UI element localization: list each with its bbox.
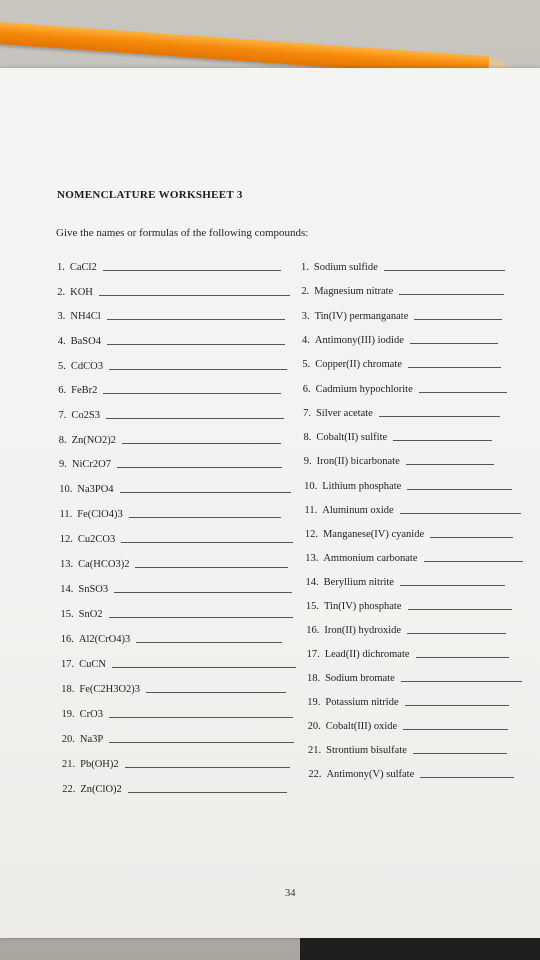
compound-name: Strontium bisulfate — [326, 744, 407, 756]
chemical-formula: Fe(ClO4)3 — [77, 508, 123, 520]
answer-blank[interactable] — [109, 616, 293, 618]
question-number: 12. — [304, 528, 318, 540]
name-question-6 — [303, 384, 507, 395]
question-number: 13. — [60, 558, 74, 570]
answer-blank[interactable] — [117, 466, 282, 468]
formula-question-17 — [61, 659, 296, 670]
formula-question-18 — [61, 684, 285, 695]
compound-name: Tin(IV) phosphate — [324, 600, 402, 612]
name-question-17 — [307, 649, 510, 660]
answer-blank[interactable] — [135, 566, 287, 568]
chemical-formula: Na3P — [79, 733, 104, 745]
chemical-formula: CaCl2 — [69, 262, 97, 273]
page-number: 34 — [285, 888, 296, 899]
answer-blank[interactable] — [122, 442, 281, 444]
question-number: 8. — [303, 432, 312, 444]
name-question-13 — [305, 553, 523, 564]
question-number: 22. — [308, 768, 322, 780]
answer-blank[interactable] — [99, 294, 290, 296]
question-number: 8. — [58, 434, 67, 446]
compound-name: Copper(II) chromate — [315, 359, 402, 371]
formula-question-5 — [58, 361, 287, 372]
formula-question-16 — [61, 634, 282, 645]
question-number: 11. — [304, 504, 318, 516]
answer-blank[interactable] — [414, 318, 502, 320]
question-number: 21. — [308, 744, 322, 756]
answer-blank[interactable] — [406, 463, 494, 465]
question-number: 1. — [301, 262, 309, 273]
question-number: 9. — [59, 459, 67, 471]
chemical-formula: Al2(CrO4)3 — [78, 633, 131, 645]
chemical-formula: CuCN — [79, 658, 106, 670]
question-number: 1. — [57, 262, 65, 273]
question-number: 20. — [61, 733, 75, 745]
compound-name: Aluminum oxide — [322, 504, 394, 516]
answer-blank[interactable] — [109, 741, 293, 743]
answer-blank[interactable] — [112, 666, 296, 668]
question-number: 2. — [301, 286, 310, 298]
question-number: 9. — [303, 456, 312, 468]
name-question-7 — [303, 408, 500, 419]
formula-question-10 — [59, 484, 291, 495]
formula-question-9 — [59, 459, 282, 470]
question-number: 6. — [302, 383, 311, 395]
name-question-4 — [302, 335, 498, 346]
answer-blank[interactable] — [379, 415, 501, 417]
answer-blank[interactable] — [399, 293, 504, 295]
answer-blank[interactable] — [419, 391, 507, 393]
answer-blank[interactable] — [408, 366, 502, 368]
chemical-formula: SnSO3 — [78, 583, 109, 595]
name-question-18 — [307, 673, 522, 684]
chemical-formula: Zn(NO2)2 — [71, 434, 116, 446]
name-question-14 — [306, 577, 505, 588]
question-number: 17. — [61, 658, 75, 670]
answer-blank[interactable] — [107, 318, 285, 320]
question-number: 16. — [60, 633, 74, 645]
question-number: 4. — [57, 335, 66, 347]
answer-blank[interactable] — [128, 791, 287, 793]
answer-blank[interactable] — [408, 608, 513, 610]
answer-blank[interactable] — [430, 536, 512, 538]
answer-blank[interactable] — [407, 488, 512, 490]
compound-name: Tin(IV) permanganate — [314, 310, 409, 322]
name-question-8 — [303, 432, 492, 443]
name-question-9 — [304, 456, 494, 467]
chemical-formula: KOH — [70, 286, 93, 298]
question-number: 10. — [304, 480, 318, 492]
chemical-formula: NH4Cl — [70, 311, 101, 323]
question-number: 12. — [59, 533, 73, 545]
question-number: 3. — [301, 310, 310, 322]
question-number: 14. — [60, 583, 74, 595]
name-question-15 — [306, 601, 512, 612]
compound-name: Lead(II) dichromate — [324, 648, 410, 660]
chemical-formula: NiCr2O7 — [71, 459, 111, 471]
question-number: 13. — [305, 552, 319, 564]
question-number: 21. — [62, 759, 76, 770]
formula-question-19 — [62, 709, 294, 720]
name-question-2 — [301, 286, 504, 297]
answer-blank[interactable] — [129, 516, 281, 518]
answer-blank[interactable] — [420, 776, 514, 778]
formula-question-11 — [60, 509, 282, 520]
question-number: 5. — [58, 360, 66, 372]
compound-name: Potassium nitride — [325, 696, 399, 708]
chemical-formula: Co2S3 — [71, 409, 100, 421]
answer-blank[interactable] — [106, 417, 284, 419]
name-question-12 — [305, 529, 513, 540]
chemical-formula: Zn(ClO)2 — [80, 784, 122, 796]
answer-blank[interactable] — [410, 342, 498, 344]
answer-blank[interactable] — [405, 704, 510, 706]
formula-question-1 — [57, 262, 281, 273]
answer-blank[interactable] — [424, 560, 523, 562]
answer-blank[interactable] — [103, 392, 281, 394]
answer-blank[interactable] — [401, 680, 523, 682]
compound-name: Beryllium nitrite — [323, 576, 394, 588]
name-question-11 — [305, 505, 522, 516]
formula-question-22 — [62, 784, 286, 795]
formula-question-20 — [62, 734, 294, 745]
answer-blank[interactable] — [400, 584, 505, 586]
answer-blank[interactable] — [125, 766, 290, 768]
formula-question-4 — [58, 336, 285, 347]
name-question-10 — [304, 481, 512, 492]
answer-blank[interactable] — [121, 541, 293, 543]
answer-blank[interactable] — [384, 269, 506, 271]
question-number: 22. — [62, 784, 76, 796]
name-question-5 — [302, 359, 501, 370]
question-number: 6. — [58, 385, 67, 397]
answer-blank[interactable] — [114, 591, 292, 593]
question-number: 15. — [60, 608, 74, 620]
answer-blank[interactable] — [109, 716, 293, 718]
compound-name: Lithium phosphate — [322, 480, 402, 492]
compound-name: Ammonium carbonate — [323, 552, 418, 564]
question-number: 3. — [57, 311, 66, 323]
question-number: 15. — [305, 600, 320, 612]
name-question-22 — [308, 769, 514, 780]
question-number: 19. — [61, 708, 75, 720]
formula-question-3 — [58, 311, 285, 322]
name-question-3 — [302, 311, 503, 322]
compound-name: Manganese(IV) cyanide — [322, 528, 425, 540]
question-number: 2. — [57, 286, 66, 298]
name-question-1 — [301, 262, 505, 273]
answer-blank[interactable] — [413, 752, 507, 754]
name-question-16 — [306, 625, 506, 636]
compound-name: Cobalt(II) sulfite — [316, 432, 388, 444]
chemical-formula: Pb(OH)2 — [80, 759, 119, 770]
chemical-formula: Fe(C2H3O2)3 — [79, 683, 141, 695]
compound-name: Silver acetate — [315, 407, 373, 419]
chemical-formula: BaSO4 — [70, 335, 101, 347]
question-number: 7. — [303, 407, 311, 419]
answer-blank[interactable] — [107, 343, 285, 345]
compound-name: Iron(II) bicarbonate — [316, 456, 400, 468]
compound-name: Sodium bromate — [325, 672, 395, 684]
question-number: 14. — [305, 576, 319, 588]
answer-blank[interactable] — [400, 512, 522, 514]
formula-question-14 — [60, 584, 292, 595]
question-number: 16. — [306, 624, 320, 636]
chemical-formula: SnO2 — [78, 608, 103, 620]
answer-blank[interactable] — [109, 368, 287, 370]
formula-question-15 — [61, 609, 293, 620]
name-question-21 — [308, 745, 507, 756]
question-number: 5. — [302, 359, 311, 371]
answer-blank[interactable] — [103, 269, 281, 271]
question-number: 19. — [307, 696, 321, 708]
compound-name: Antimony(V) sulfate — [326, 768, 415, 780]
formula-question-8 — [59, 435, 281, 446]
chemical-formula: CdCO3 — [70, 360, 103, 372]
question-number: 18. — [61, 683, 75, 695]
answer-blank[interactable] — [403, 728, 508, 730]
compound-name: Iron(II) hydroxide — [324, 624, 402, 636]
answer-blank[interactable] — [393, 439, 492, 441]
formula-question-7 — [59, 410, 284, 421]
question-number: 20. — [307, 720, 321, 732]
worksheet-instructions: Give the names or formulas of the following compounds: — [56, 227, 309, 239]
compound-name: Antimony(III) iodide — [314, 334, 404, 346]
compound-name: Sodium sulfide — [313, 262, 378, 273]
name-question-20 — [308, 721, 508, 732]
chemical-formula: CrO3 — [79, 708, 103, 720]
answer-blank[interactable] — [120, 491, 292, 493]
worksheet-title: NOMENCLATURE WORKSHEET 3 — [57, 189, 243, 201]
formula-question-6 — [58, 385, 281, 396]
compound-name: Cobalt(III) oxide — [325, 720, 398, 732]
question-number: 18. — [306, 672, 321, 684]
question-number: 10. — [59, 483, 73, 495]
chemical-formula: Cu2CO3 — [77, 533, 116, 545]
answer-blank[interactable] — [136, 641, 282, 643]
chemical-formula: Ca(HCO3)2 — [78, 558, 130, 570]
formula-question-13 — [60, 559, 288, 570]
question-number: 17. — [306, 648, 320, 660]
answer-blank[interactable] — [146, 691, 286, 693]
compound-name: Magnesium nitrate — [314, 286, 394, 298]
answer-blank[interactable] — [407, 632, 506, 634]
formula-question-21 — [62, 759, 290, 770]
question-number: 11. — [59, 508, 73, 520]
name-question-19 — [307, 697, 509, 708]
chemical-formula: FeBr2 — [71, 385, 98, 397]
formula-question-12 — [60, 534, 293, 545]
answer-blank[interactable] — [416, 656, 510, 658]
compound-name: Cadmium hypochlorite — [315, 383, 413, 395]
question-number: 4. — [302, 334, 310, 346]
chemical-formula: Na3PO4 — [77, 483, 114, 495]
question-number: 7. — [58, 409, 67, 421]
formula-question-2 — [57, 287, 289, 298]
